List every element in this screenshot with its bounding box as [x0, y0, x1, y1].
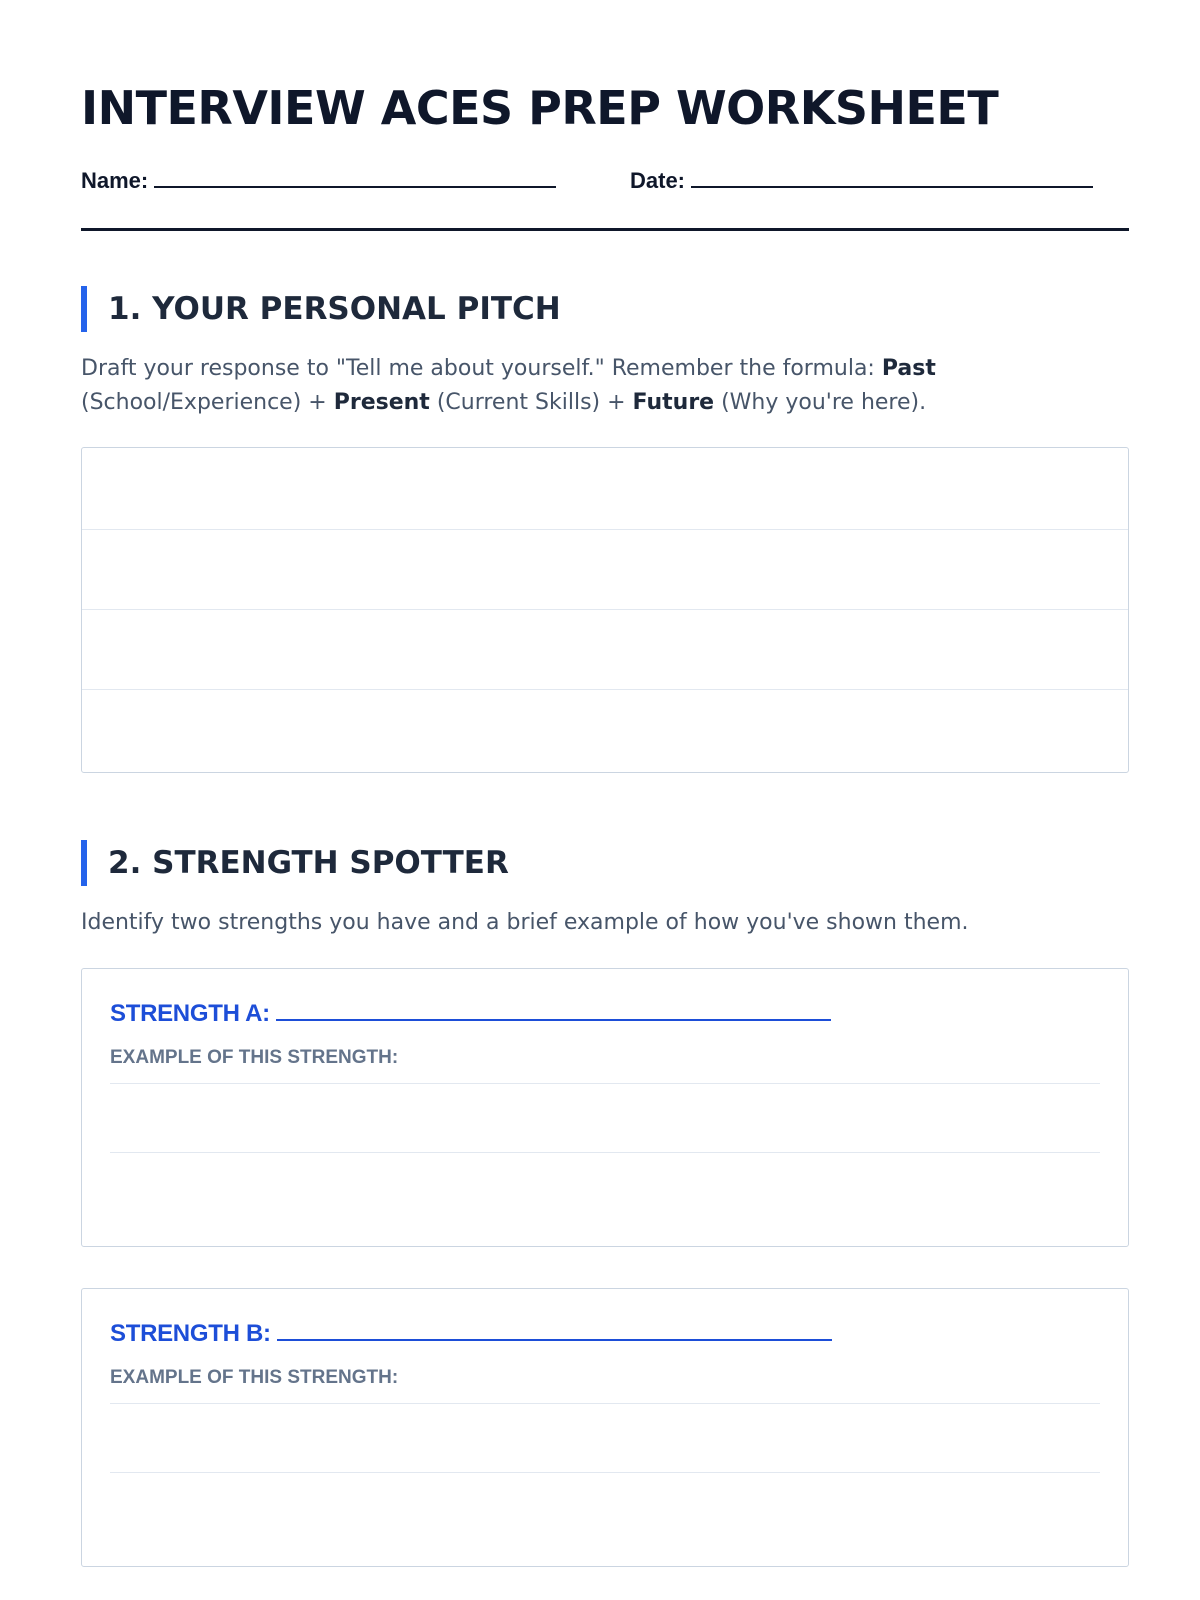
strength-a-field: [110, 999, 831, 1028]
section-strength-spotter-heading: [81, 840, 1129, 886]
name-input-line[interactable]: [154, 168, 556, 188]
writing-line: [82, 609, 1128, 610]
writing-line[interactable]: [110, 1472, 1100, 1473]
strength-b-input-line[interactable]: [277, 1319, 832, 1341]
strength-b-field: [110, 1319, 832, 1348]
section-strength-spotter-description: Identify two strengths you have and a brief example of how you've shown them.: [81, 910, 969, 935]
desc-bold-past: Past: [881, 356, 936, 381]
section-personal-pitch-description: [81, 352, 981, 420]
example-label: EXAMPLE OF THIS STRENGTH:: [110, 1047, 399, 1068]
strength-a-label: STRENGTH A:: [110, 1000, 270, 1027]
page-title: INTERVIEW ACES PREP WORKSHEET: [81, 81, 999, 135]
section-personal-pitch-heading: [81, 286, 1129, 332]
desc-text: (School/Experience) +: [81, 390, 334, 415]
strength-b-label: STRENGTH B:: [110, 1320, 271, 1347]
desc-text: (Current Skills) +: [429, 390, 633, 415]
writing-line: [82, 529, 1128, 530]
section-title: 2. STRENGTH SPOTTER: [108, 845, 509, 881]
header-divider: [81, 228, 1129, 231]
strength-a-card: [81, 968, 1129, 1247]
desc-bold-future: Future: [632, 390, 715, 415]
writing-line: [82, 689, 1128, 690]
date-field: [630, 168, 1093, 194]
desc-text: Draft your response to "Tell me about yourself." Remember the formula:: [81, 356, 882, 381]
date-label: Date:: [630, 168, 686, 193]
strength-a-input-line[interactable]: [276, 999, 831, 1021]
section-accent-bar: [81, 286, 87, 332]
writing-line[interactable]: [110, 1403, 1100, 1404]
date-input-line[interactable]: [691, 168, 1093, 188]
desc-text: (Why you're here).: [714, 390, 927, 415]
section-accent-bar: [81, 840, 87, 886]
section-title: 1. YOUR PERSONAL PITCH: [108, 291, 561, 327]
desc-bold-present: Present: [333, 390, 430, 415]
writing-line[interactable]: [110, 1083, 1100, 1084]
name-label: Name:: [81, 168, 149, 193]
example-label: EXAMPLE OF THIS STRENGTH:: [110, 1367, 399, 1388]
meta-row: [81, 168, 1129, 198]
strength-b-card: [81, 1288, 1129, 1567]
name-field: [81, 168, 556, 194]
pitch-writing-area[interactable]: [81, 447, 1129, 773]
writing-line[interactable]: [110, 1152, 1100, 1153]
